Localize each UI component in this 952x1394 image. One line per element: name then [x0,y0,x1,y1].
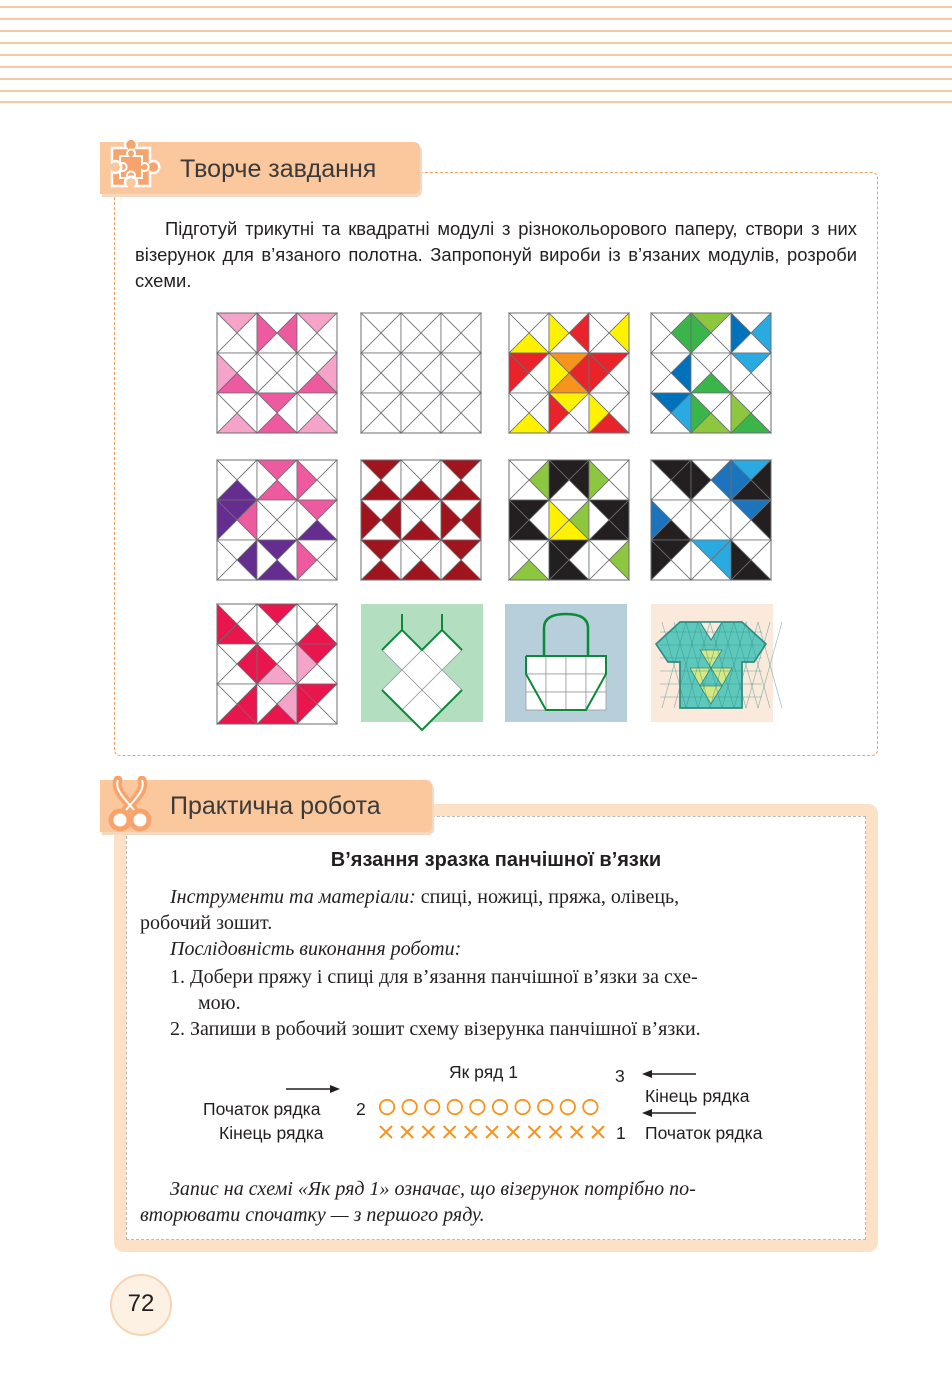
creative-task-text: Підготуй трикутні та квадратні модулі з різнокольорового паперу, створи з них візерунок для в’язаного полотна. Запропонуй вироби із в’язаних модулів, розроби схеми. [135,218,857,291]
scheme-left-row-start: Початок рядка [203,1099,321,1119]
page-number-badge [110,1274,172,1336]
scheme-left-row-end: Кінець рядка [219,1123,324,1143]
scheme-row-3: 3 [615,1066,625,1086]
page-number: 72 [127,1290,155,1317]
note-line-2: вторювати спочатку — з першого ряду. [140,1204,485,1226]
step-1: 1. Добери пряжу і спиці для в’язання панчішної в’язки за схе- [170,966,698,988]
tools-label: Інструменти та матеріали: [170,886,416,908]
scheme-repeat-label: Як ряд 1 [449,1062,518,1082]
scissors-icon [100,776,160,836]
creative-task-heading: Творче завдання [180,155,377,183]
tools-text-continued: робочий зошит. [140,912,273,934]
scheme-row-2: 2 [356,1099,366,1119]
sequence-label: Послідовність виконання роботи: [170,938,462,960]
scheme-right-row-end: Кінець рядка [645,1086,750,1106]
step-2: 2. Запиши в робочий зошит схему візерунка панчішної в’язки. [170,1018,701,1040]
tools-text: спиці, ножиці, пряжа, олівець, [415,886,680,908]
header-stripes [0,0,952,104]
note-line-1: Запис на схемі «Як ряд 1» означає, що візерунок потрібно по- [170,1178,696,1200]
step-1-continued: мою. [198,992,241,1014]
scheme-row-1: 1 [616,1123,626,1143]
puzzle-icon [98,138,164,200]
practical-work-heading: Практична робота [170,792,381,820]
scheme-right-row-start: Початок рядка [645,1123,763,1143]
tools-line [170,886,679,909]
practical-work-title: В’язання зразка панчішної в’язки [330,849,662,871]
